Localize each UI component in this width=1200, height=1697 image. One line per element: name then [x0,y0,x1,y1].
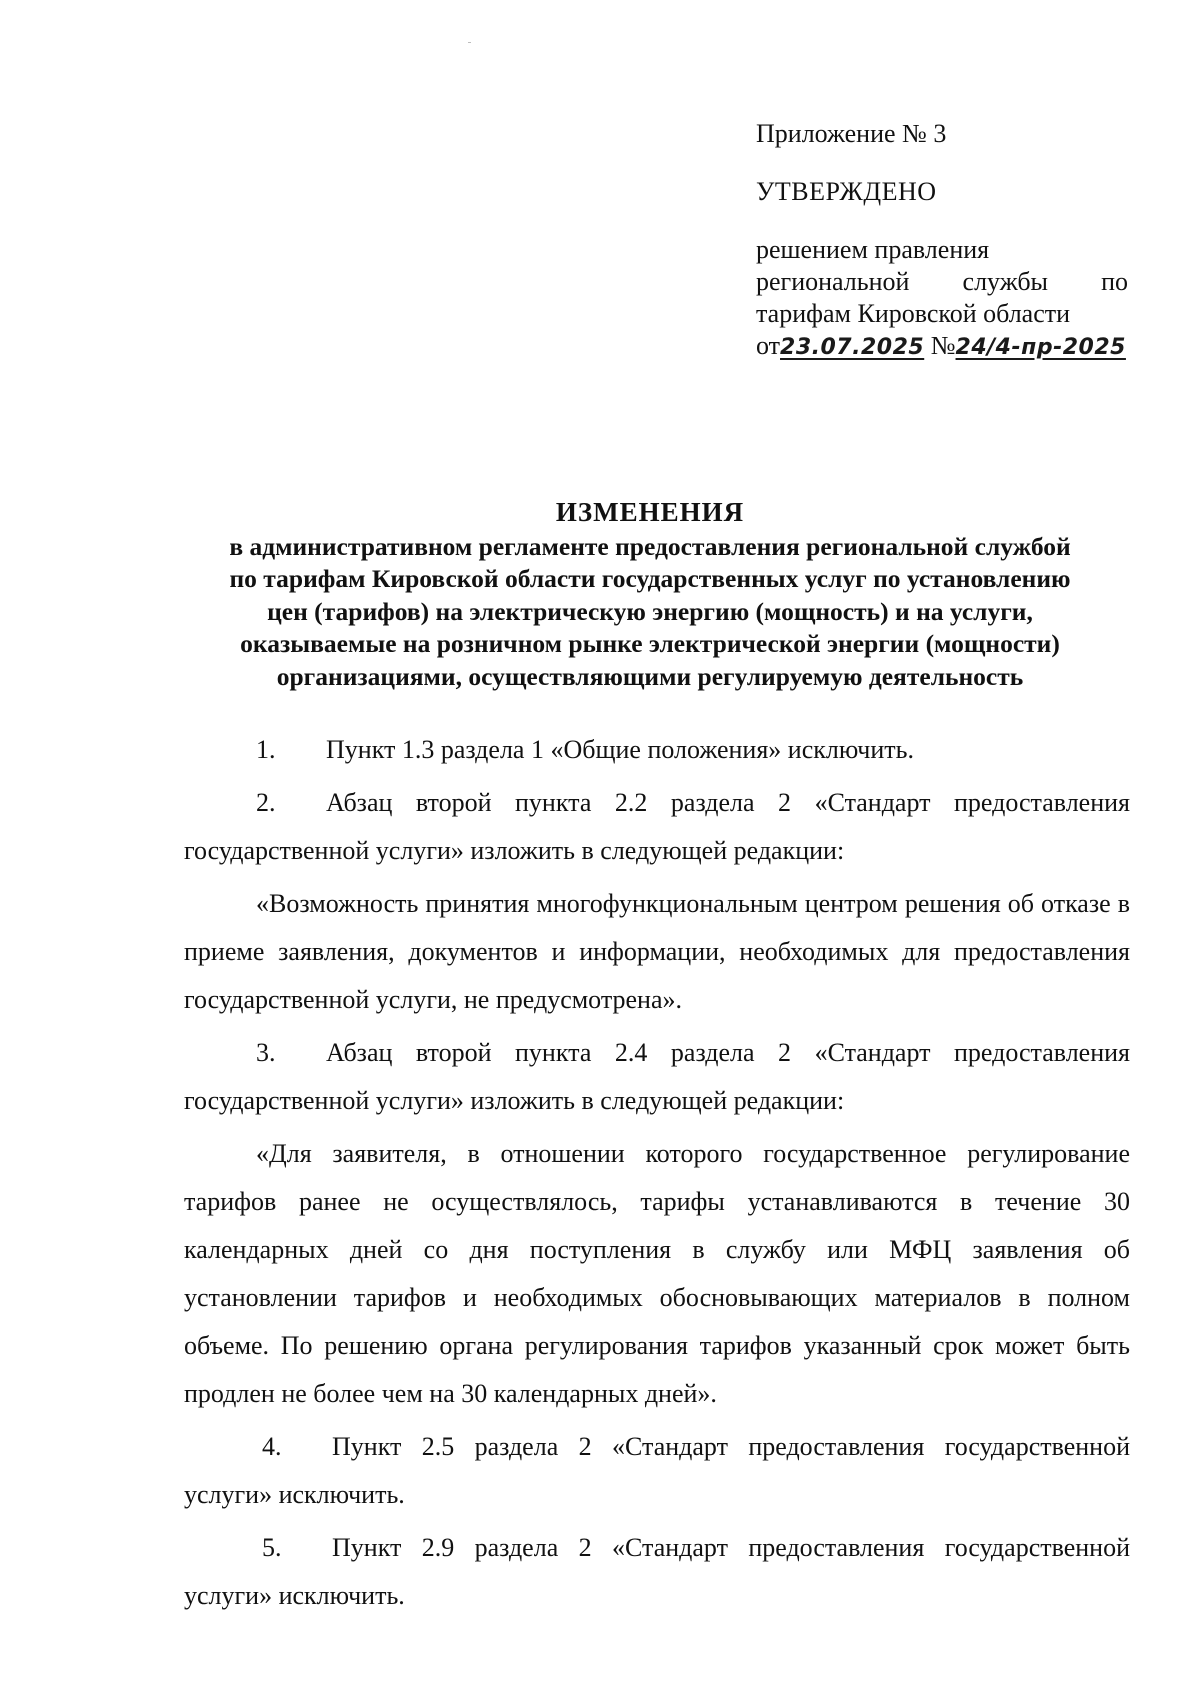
item-number: 3. [256,1038,276,1067]
list-item [184,779,1130,875]
title-subtitle-line: в административном регламенте предоставления региональной службой [229,531,1071,561]
item-text: Пункт 2.5 раздела 2 «Стандарт предоставления государственной услуги» исключить. [184,1432,1130,1509]
handwritten-number: 24/4-пр-2025 [955,335,1126,360]
title-subtitle-line: оказываемые на розничном рынке электрической энергии (мощности) [240,629,1060,658]
decision-line: тарифам Кировской области [756,299,1071,328]
approved-label: УТВЕРЖДЕНО [756,177,937,206]
list-item [184,1524,1130,1620]
scan-speck [468,42,471,43]
item-number: 5. [262,1533,282,1562]
title-subtitle-line: по тарифам Кировской области государственных услуг по установлению [229,564,1071,593]
item-quote: «Возможность принятия многофункциональным центром решения об отказе в приеме заявления, документов и информации, необходимых для предоставления государственной услуги, не предусмотрена». [184,889,1130,1014]
decision-line: региональной службы по [756,267,1128,296]
decision-text [756,234,1128,364]
title-subtitle-line: цен (тарифов) на электрическую энергию (мощность) и на услуги, [267,596,1033,626]
list-item [184,726,1130,774]
item-number: 2. [256,788,276,817]
title-subtitle-line: организациями, осуществляющими регулируемую деятельность [276,661,1024,691]
document-title [160,496,1140,693]
list-item [184,1423,1130,1519]
annex-label: Приложение № 3 [756,119,947,148]
number-prefix: № [930,331,956,360]
item-quote: «Для заявителя, в отношении которого государственное регулирование тарифов ранее не осуществлялось, тарифы устанавливаются в течение 30 календарных дней со дня поступления в службу или МФЦ заявления об установлении тарифов и необходимых обосновывающих материалов в полном объеме. По решению органа регулирования тарифов указанный срок может быть продлен не более чем на 30 календарных дней». [184,1139,1130,1408]
item-text: Абзац второй пункта 2.4 раздела 2 «Стандарт предоставления государственной услуги» изложить в следующей редакции: [184,1038,1130,1115]
document-body [184,726,1130,1625]
item-text: Пункт 1.3 раздела 1 «Общие положения» исключить. [326,735,914,764]
date-prefix: от [756,331,781,360]
date-number-line [756,330,1128,364]
item-number: 1. [256,735,276,764]
decision-line: решением правления [756,235,990,264]
list-item [184,1029,1130,1125]
item-text: Пункт 2.9 раздела 2 «Стандарт предоставления государственной услуги» исключить. [184,1533,1130,1610]
handwritten-date: 23.07.2025 [780,335,925,360]
approval-stamp-block [756,118,1128,364]
item-number: 4. [262,1432,282,1461]
title-heading: ИЗМЕНЕНИЯ [555,497,745,527]
item-text: Абзац второй пункта 2.2 раздела 2 «Стандарт предоставления государственной услуги» изложить в следующей редакции: [184,788,1130,865]
